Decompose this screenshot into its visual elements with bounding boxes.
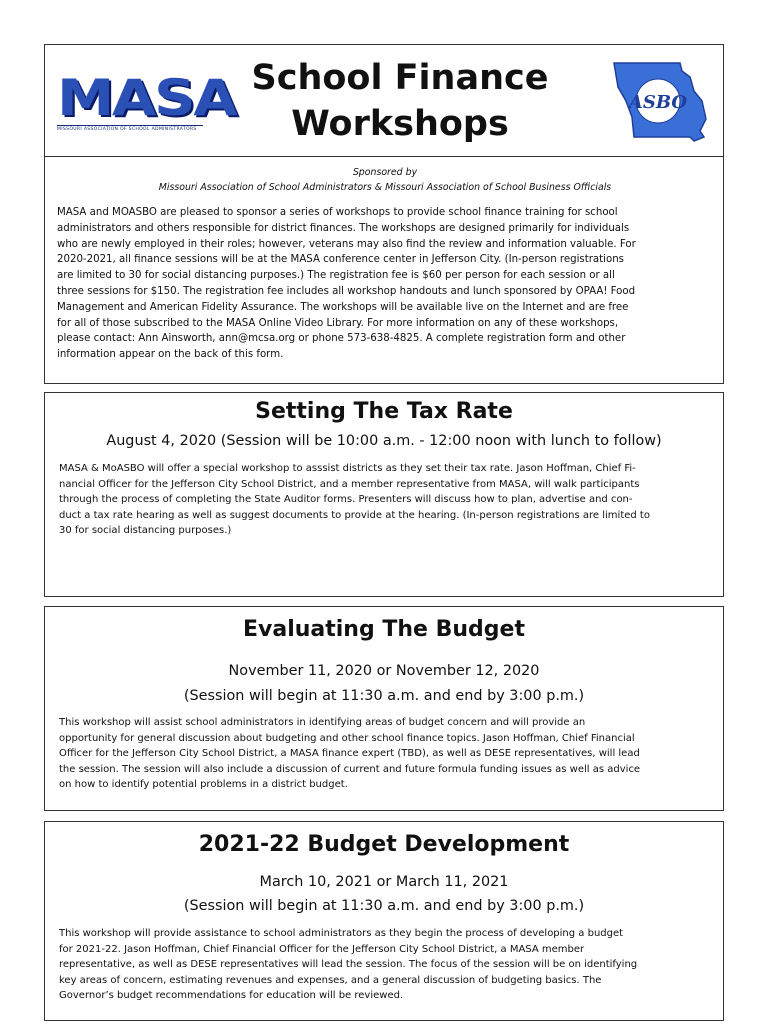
description-line: Governor’s budget recommendations for education will be reviewed. [59, 990, 404, 1001]
description-line: This workshop will provide assistance to school administrators as they begin the process of developing a budget [59, 928, 624, 939]
workshop-time: (Session will begin at 11:30 a.m. and end by 3:00 p.m.) [183, 688, 585, 704]
workshop-budget-development [44, 821, 724, 1021]
description-line: on how to identify potential problems in a district budget. [59, 779, 348, 790]
description-line: nancial Officer for the Jefferson City School District, and a member representative from MASA, will walk participants [59, 478, 640, 490]
masa-logo-subtext: MISSOURI ASSOCIATION OF SCHOOL ADMINISTRATORS [57, 125, 203, 132]
description-line: 30 for social distancing purposes.) [59, 525, 232, 536]
header [45, 45, 723, 157]
asbo-logo-text: ASBO [628, 92, 688, 113]
workshop-tax-rate [44, 392, 724, 597]
intro-box [44, 44, 724, 384]
page-title [220, 55, 580, 147]
intro-line: are limited to 30 for social distancing purposes.) The registration fee is $60 per person for each session or all [57, 270, 615, 282]
intro-line: MASA and MOASBO are pleased to sponsor a series of workshops to provide school finance training for school [57, 207, 618, 218]
title-line-2: Workshops [291, 104, 509, 144]
workshop-evaluating-budget [44, 606, 724, 811]
intro-line: three sessions for $150. The registration fee includes all workshop handouts and lunch sponsored by OPAA! Food [57, 285, 636, 297]
document-page [44, 44, 724, 1001]
workshop-date: March 10, 2021 or March 11, 2021 [259, 874, 509, 890]
description-line: duct a tax rate hearing as well as suggest documents to provide at the hearing. (In-person registrations are limited to [59, 509, 650, 521]
description-line: opportunity for general discussion about budgeting and other school finance topics. Jason Hoffman, Chief Financial [59, 732, 635, 744]
asbo-missouri-logo [610, 57, 710, 147]
workshop-description [59, 715, 711, 793]
title-line-1: School Finance [251, 58, 549, 98]
intro-line: administrators and others responsible for district finances. The workshops are designed primarily for individuals [57, 222, 630, 234]
description-line: representative, as well as DESE representatives will lead the session. The focus of the session will be on identifying [59, 959, 638, 970]
workshop-description [59, 461, 711, 539]
sponsor-names: Missouri Association of School Administrators & Missouri Association of School Business Officials [158, 182, 612, 193]
description-line: through the process of completing the State Auditor forms. Presenters will discuss how to plan, advertise and con- [59, 494, 633, 505]
intro-line: for all of those subscribed to the MASA Online Video Library. For more information on any of these workshops, [57, 317, 619, 329]
intro-line: Management and American Fidelity Assurance. The workshops will be available live on the Internet and are free [57, 301, 629, 313]
sponsor-label: Sponsored by [352, 167, 418, 178]
workshop-date: November 11, 2020 or November 12, 2020 [228, 663, 540, 679]
description-line: key areas of concern, estimating revenues and expenses, and a general discussion of budgeting basics. The [59, 974, 602, 986]
masa-logo-text: MASA [57, 69, 236, 127]
description-line: the session. The session will also include a discussion of current and future formula funding issues as well as advice [59, 763, 641, 775]
workshop-title: 2021-22 Budget Development [198, 832, 570, 857]
sponsor-block [45, 165, 725, 195]
intro-line: information appear on the back of this form. [57, 349, 284, 361]
intro-line: 2020-2021, all finance sessions will be at the MASA conference center in Jefferson City. (In-person registrations [57, 254, 624, 266]
description-line: for 2021-22. Jason Hoffman, Chief Financial Officer for the Jefferson City School District, a MASA member [59, 943, 585, 955]
workshop-description [59, 926, 711, 1004]
description-line: This workshop will assist school administrators in identifying areas of budget concern and will provide an [59, 717, 586, 728]
intro-line: who are newly employed in their roles; however, veterans may also find the review and information valuable. For [57, 238, 636, 250]
description-line: MASA & MoASBO will offer a special workshop to asssist districts as they set their tax rate. Jason Hoffman, Chief Fi- [59, 463, 636, 474]
workshop-title: Setting The Tax Rate [255, 399, 513, 424]
workshop-time: (Session will begin at 11:30 a.m. and end by 3:00 p.m.) [183, 898, 585, 914]
intro-paragraph [57, 205, 713, 363]
workshop-date: August 4, 2020 (Session will be 10:00 a.m. - 12:00 noon with lunch to follow) [106, 433, 662, 449]
workshop-title: Evaluating The Budget [242, 617, 525, 642]
description-line: Officer for the Jefferson City School District, a MASA finance expert (TBD), as well as DESE representatives, will lead [59, 748, 640, 759]
masa-logo [57, 69, 236, 141]
intro-line: please contact: Ann Ainsworth, ann@mcsa.org or phone 573-638-4825. A complete registration form and other [57, 333, 626, 345]
